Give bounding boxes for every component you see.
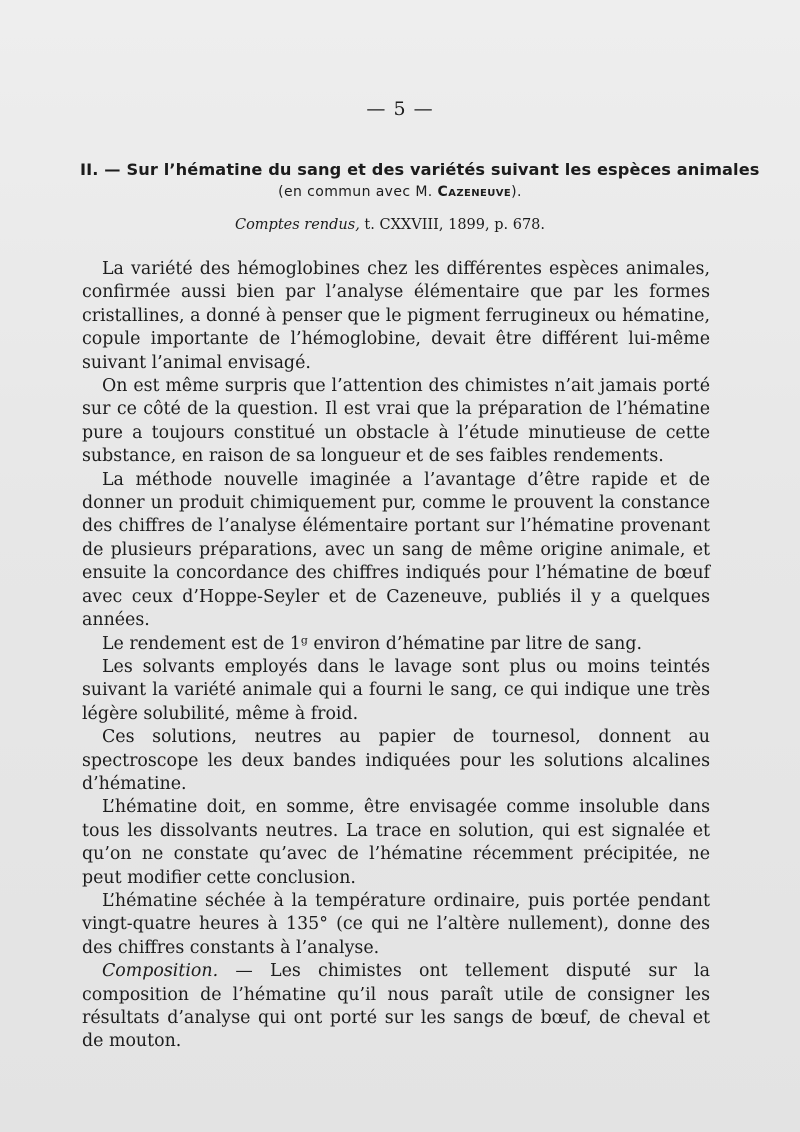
- coauthor-suffix: ).: [511, 184, 522, 200]
- coauthor-name: Cazeneuve: [437, 184, 512, 200]
- paragraph: La méthode nouvelle imaginée a l’avantage d’être rapide et de donner un produit chimiquement pur, comme le prouvent la constance des chiffres de l’analyse élémentaire portant sur l’hématine provenant de plusieurs préparations, avec un sang de même origine animale, et ensuite la concordance des chiffres indiqués pour l’hématine de bœuf avec ceux d’Hoppe-Seyler et de Cazeneuve, publiés il y a quelques années.: [82, 469, 710, 631]
- page-number: — 5 —: [366, 98, 434, 120]
- publication-reference: [0, 217, 780, 233]
- section-heading: [80, 160, 760, 179]
- paragraph-text: — Les chimistes ont tellement disputé sur la composition de l’hématine qu’il nous paraît utile de consigner les résultats d’analyse qui ont porté sur les sangs de bœuf, de cheval et de mouton.: [82, 961, 710, 1052]
- reference-journal: Comptes rendus,: [234, 217, 360, 233]
- composition-paragraph: [82, 960, 710, 1054]
- paragraph: Les solvants employés dans le lavage sont plus ou moins teintés suivant la variété animale qui a fourni le sang, ce qui indique une très légère solubilité, même à froid.: [82, 656, 710, 724]
- section-title: Sur l’hématine du sang et des variétés suivant les espèces animales: [126, 160, 760, 179]
- paragraph: L’hématine doit, en somme, être envisagée comme insoluble dans tous les dissolvants neutres. La trace en solution, qui est signalée et qu’on ne constate qu’avec de l’hématine récemment précipitée, ne peut modifier cette conclusion.: [82, 797, 710, 888]
- body-text: [82, 258, 710, 1054]
- paragraph-lead: Composition.: [102, 961, 219, 982]
- paragraph: Ces solutions, neutres au papier de tournesol, donnent au spectroscope les deux bandes indiquées pour les solutions alcalines d’hématine.: [82, 727, 710, 794]
- paragraph: L’hématine séchée à la température ordinaire, puis portée pendant vingt-quatre heures à 135° (ce qui ne l’altère nullement), donne des des chiffres constants à l’analyse.: [82, 890, 710, 958]
- paragraph: On est même surpris que l’attention des chimistes n’ait jamais porté sur ce côté de la question. Il est vrai que la préparation de l’hématine pure a toujours constitué un obstacle à l’étude minutieuse de cette substance, en raison de sa longueur et de ses faibles rendements.: [82, 376, 710, 467]
- paragraph: La variété des hémoglobines chez les différentes espèces animales, confirmée aussi bien par l’analyse élémentaire que par les formes cristallines, a donné à penser que le pigment ferrugineux ou hématine, copule importante de l’hémoglobine, devait être différent lui-même suivant l’animal envisagé.: [82, 259, 710, 373]
- coauthor-prefix: (en commun avec M.: [278, 184, 438, 200]
- paragraph: Le rendement est de 1ᵍ environ d’hématine par litre de sang.: [102, 633, 642, 654]
- coauthor-line: [0, 184, 800, 200]
- reference-details: t. CXXVIII, 1899, p. 678.: [359, 217, 546, 233]
- section-number: II. —: [80, 160, 121, 179]
